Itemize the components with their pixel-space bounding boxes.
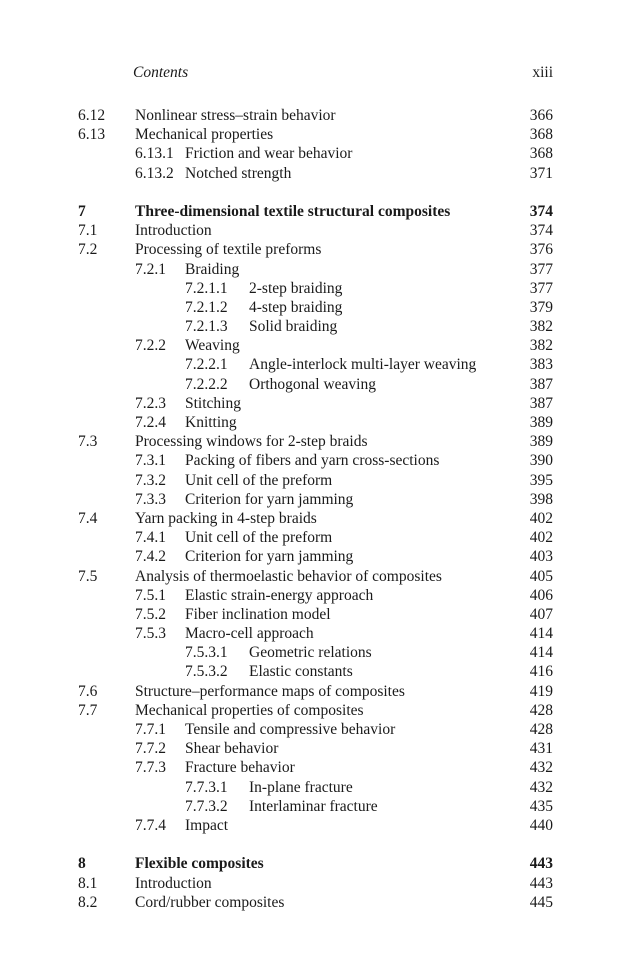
toc-entry-number: 7.6 bbox=[78, 682, 98, 700]
toc-entry bbox=[0, 298, 633, 317]
toc-entry-title: Mechanical properties of composites bbox=[135, 701, 364, 719]
toc-entry-page: 443 bbox=[529, 874, 553, 892]
toc-entry-number: 7.2 bbox=[78, 241, 98, 259]
toc-entry-number: 7.1 bbox=[78, 222, 98, 240]
toc-entry bbox=[0, 509, 633, 528]
toc-entry-page: 389 bbox=[529, 433, 553, 451]
toc-entry-number: 8.1 bbox=[78, 874, 98, 892]
toc-entry-number: 6.13.2 bbox=[135, 164, 174, 182]
toc-entry-title: Angle-interlock multi-layer weaving bbox=[249, 356, 477, 374]
toc-entry-title: Criterion for yarn jamming bbox=[185, 548, 354, 566]
toc-entry-page: 445 bbox=[529, 893, 553, 911]
toc-entry bbox=[0, 144, 633, 163]
toc-entry-number: 7.3 bbox=[78, 433, 98, 451]
toc-entry-page: 403 bbox=[529, 548, 553, 566]
toc-entry-page: 383 bbox=[529, 356, 553, 374]
toc-entry-number: 7.7.3 bbox=[135, 759, 166, 777]
toc-entry-title: Friction and wear behavior bbox=[185, 145, 353, 163]
toc-entry-title: Knitting bbox=[185, 414, 237, 431]
toc-entry-title: Impact bbox=[185, 816, 229, 834]
toc-entry bbox=[0, 797, 633, 816]
toc-entry bbox=[0, 816, 633, 835]
toc-entry-title: Shear behavior bbox=[185, 740, 279, 758]
toc-entry-page: 371 bbox=[529, 164, 553, 182]
toc-entry bbox=[0, 490, 633, 509]
toc-entry-title: 2-step braiding bbox=[249, 279, 343, 297]
toc-entry bbox=[0, 567, 633, 586]
toc-entry bbox=[0, 451, 633, 470]
toc-entry-number: 7.2.2 bbox=[135, 337, 166, 355]
toc-entry-title: Packing of fibers and yarn cross-sections bbox=[185, 452, 440, 470]
toc-entry-page: 407 bbox=[529, 605, 553, 623]
toc-entry-page: 432 bbox=[529, 759, 553, 777]
toc-entry-number: 7.2.2.1 bbox=[185, 356, 228, 374]
toc-entry-page: 402 bbox=[529, 509, 553, 527]
toc-entry-number: 7.4 bbox=[78, 509, 98, 527]
toc-entry-title: Solid braiding bbox=[249, 318, 338, 336]
toc-entry-number: 7.5.3.2 bbox=[185, 663, 228, 681]
toc-entry-title: Nonlinear stress–strain behavior bbox=[135, 107, 336, 124]
toc-entry-title: Unit cell of the preform bbox=[185, 471, 333, 489]
toc-entry-title: Unit cell of the preform bbox=[185, 529, 333, 547]
toc-entry-title: In-plane fracture bbox=[249, 778, 353, 796]
toc-entry-title: Criterion for yarn jamming bbox=[185, 490, 354, 508]
toc-entry-number: 8 bbox=[78, 855, 86, 873]
toc-entry-number: 7.2.3 bbox=[135, 394, 166, 412]
toc-entry bbox=[0, 662, 633, 681]
toc-entry-number: 7.7.4 bbox=[135, 816, 166, 834]
toc-entry bbox=[0, 240, 633, 259]
table-of-contents bbox=[0, 106, 633, 912]
toc-entry bbox=[0, 547, 633, 566]
toc-entry-title: Braiding bbox=[185, 260, 240, 278]
toc-entry bbox=[0, 432, 633, 451]
toc-entry-number: 7.5 bbox=[78, 567, 98, 585]
toc-entry bbox=[0, 221, 633, 240]
toc-entry-title: Cord/rubber composites bbox=[135, 893, 285, 911]
toc-entry-number: 7.3.3 bbox=[135, 490, 166, 508]
toc-entry-title: Elastic strain-energy approach bbox=[185, 586, 374, 604]
toc-entry bbox=[0, 317, 633, 336]
toc-entry-page: 387 bbox=[529, 375, 553, 393]
toc-entry-number: 7.3.1 bbox=[135, 452, 166, 470]
toc-entry-number: 7.4.2 bbox=[135, 548, 166, 566]
toc-chapter-entry bbox=[0, 202, 633, 221]
toc-entry-page: 389 bbox=[529, 414, 553, 431]
toc-entry-title: Yarn packing in 4-step braids bbox=[135, 509, 317, 527]
toc-entry-title: Macro-cell approach bbox=[185, 625, 314, 643]
toc-entry-number: 7.4.1 bbox=[135, 529, 166, 547]
toc-entry-number: 6.13 bbox=[78, 126, 106, 144]
toc-entry-page: 428 bbox=[529, 701, 553, 719]
toc-entry-title: Processing of textile preforms bbox=[135, 241, 322, 259]
toc-entry-page: 382 bbox=[529, 318, 553, 336]
toc-entry-title: Introduction bbox=[135, 222, 212, 240]
toc-entry-page: 368 bbox=[529, 126, 553, 144]
toc-entry-title: Fracture behavior bbox=[185, 759, 295, 777]
toc-entry-title: Geometric relations bbox=[249, 644, 372, 662]
toc-entry-page: 402 bbox=[529, 529, 553, 547]
toc-entry bbox=[0, 279, 633, 298]
toc-entry bbox=[0, 394, 633, 413]
toc-entry-page: 440 bbox=[529, 816, 553, 834]
toc-entry bbox=[0, 778, 633, 797]
toc-entry-page: 395 bbox=[529, 471, 553, 489]
toc-entry bbox=[0, 720, 633, 739]
toc-entry-page: 435 bbox=[529, 797, 553, 815]
toc-entry-number: 7.7 bbox=[78, 701, 98, 719]
toc-entry-page: 405 bbox=[529, 567, 553, 585]
toc-entry bbox=[0, 586, 633, 605]
toc-entry-page: 382 bbox=[529, 337, 553, 355]
toc-entry bbox=[0, 413, 633, 432]
toc-entry-number: 7.5.2 bbox=[135, 605, 166, 623]
toc-entry-title: Elastic constants bbox=[249, 663, 353, 681]
toc-entry-number: 7.7.3.1 bbox=[185, 778, 228, 796]
toc-entry-number: 7.5.3 bbox=[135, 625, 166, 643]
toc-entry-page: 374 bbox=[529, 202, 553, 220]
header-page-number: xiii bbox=[532, 64, 553, 81]
toc-entry bbox=[0, 758, 633, 777]
toc-entry-number: 7.2.1.1 bbox=[185, 279, 228, 297]
toc-entry bbox=[0, 106, 633, 125]
toc-entry-page: 368 bbox=[529, 145, 553, 163]
toc-entry bbox=[0, 260, 633, 279]
toc-entry-title: Notched strength bbox=[185, 164, 292, 182]
toc-entry-page: 376 bbox=[529, 241, 553, 259]
header-title: Contents bbox=[133, 64, 189, 81]
toc-entry-number: 6.13.1 bbox=[135, 145, 174, 163]
toc-entry bbox=[0, 874, 633, 893]
toc-entry bbox=[0, 336, 633, 355]
toc-entry-page: 406 bbox=[529, 586, 553, 604]
toc-entry-number: 7.2.1.2 bbox=[185, 298, 228, 316]
toc-entry-title: Orthogonal weaving bbox=[249, 375, 376, 393]
toc-entry-page: 432 bbox=[529, 778, 553, 796]
toc-entry-title: Processing windows for 2-step braids bbox=[135, 433, 368, 451]
toc-entry-number: 7.2.4 bbox=[135, 414, 166, 431]
toc-entry-number: 7 bbox=[78, 202, 86, 220]
toc-entry-title: Three-dimensional textile structural composites bbox=[135, 202, 451, 220]
toc-entry-page: 398 bbox=[529, 490, 553, 508]
toc-entry-page: 379 bbox=[529, 298, 553, 316]
toc-entry bbox=[0, 471, 633, 490]
toc-entry-title: Fiber inclination model bbox=[185, 605, 331, 623]
toc-entry-page: 377 bbox=[529, 279, 553, 297]
toc-entry bbox=[0, 375, 633, 394]
toc-chapter-entry bbox=[0, 854, 633, 873]
toc-entry bbox=[0, 125, 633, 144]
toc-entry-title: Stitching bbox=[185, 394, 241, 412]
toc-entry bbox=[0, 739, 633, 758]
toc-entry-number: 7.2.2.2 bbox=[185, 375, 228, 393]
toc-entry bbox=[0, 893, 633, 912]
toc-entry-title: Mechanical properties bbox=[135, 126, 274, 144]
toc-entry-number: 7.7.3.2 bbox=[185, 797, 228, 815]
toc-entry-page: 374 bbox=[529, 222, 553, 240]
toc-entry-title: Weaving bbox=[185, 337, 240, 355]
toc-entry-title: Flexible composites bbox=[135, 855, 264, 873]
toc-entry-page: 428 bbox=[529, 721, 553, 738]
toc-entry-title: Interlaminar fracture bbox=[249, 797, 378, 815]
toc-entry-page: 419 bbox=[529, 682, 553, 700]
toc-entry-number: 6.12 bbox=[78, 107, 106, 124]
toc-entry-number: 7.7.2 bbox=[135, 740, 166, 758]
toc-entry bbox=[0, 164, 633, 183]
toc-entry-number: 7.3.2 bbox=[135, 471, 166, 489]
toc-entry bbox=[0, 355, 633, 374]
toc-entry-title: Tensile and compressive behavior bbox=[185, 721, 396, 738]
toc-entry-number: 8.2 bbox=[78, 893, 98, 911]
toc-entry-number: 7.5.3.1 bbox=[185, 644, 228, 662]
toc-entry-title: Analysis of thermoelastic behavior of composites bbox=[135, 567, 442, 585]
toc-entry-page: 377 bbox=[529, 260, 553, 278]
toc-entry-title: 4-step braiding bbox=[249, 298, 343, 316]
toc-entry-page: 414 bbox=[529, 644, 553, 662]
toc-entry bbox=[0, 643, 633, 662]
toc-entry-title: Introduction bbox=[135, 874, 212, 892]
running-header bbox=[0, 62, 633, 84]
toc-entry bbox=[0, 701, 633, 720]
toc-entry-page: 414 bbox=[529, 625, 553, 643]
toc-entry-title: Structure–performance maps of composites bbox=[135, 682, 405, 700]
toc-entry bbox=[0, 605, 633, 624]
toc-entry-number: 7.2.1.3 bbox=[185, 318, 228, 336]
toc-entry-number: 7.2.1 bbox=[135, 260, 166, 278]
toc-entry-number: 7.7.1 bbox=[135, 721, 166, 738]
toc-entry-page: 387 bbox=[529, 394, 553, 412]
toc-entry bbox=[0, 528, 633, 547]
toc-entry-page: 431 bbox=[529, 740, 553, 758]
toc-entry-page: 416 bbox=[529, 663, 553, 681]
toc-entry-page: 390 bbox=[529, 452, 553, 470]
toc-entry-page: 366 bbox=[529, 107, 553, 124]
toc-entry-number: 7.5.1 bbox=[135, 586, 166, 604]
toc-entry bbox=[0, 624, 633, 643]
toc-entry bbox=[0, 682, 633, 701]
toc-entry-page: 443 bbox=[529, 855, 553, 873]
